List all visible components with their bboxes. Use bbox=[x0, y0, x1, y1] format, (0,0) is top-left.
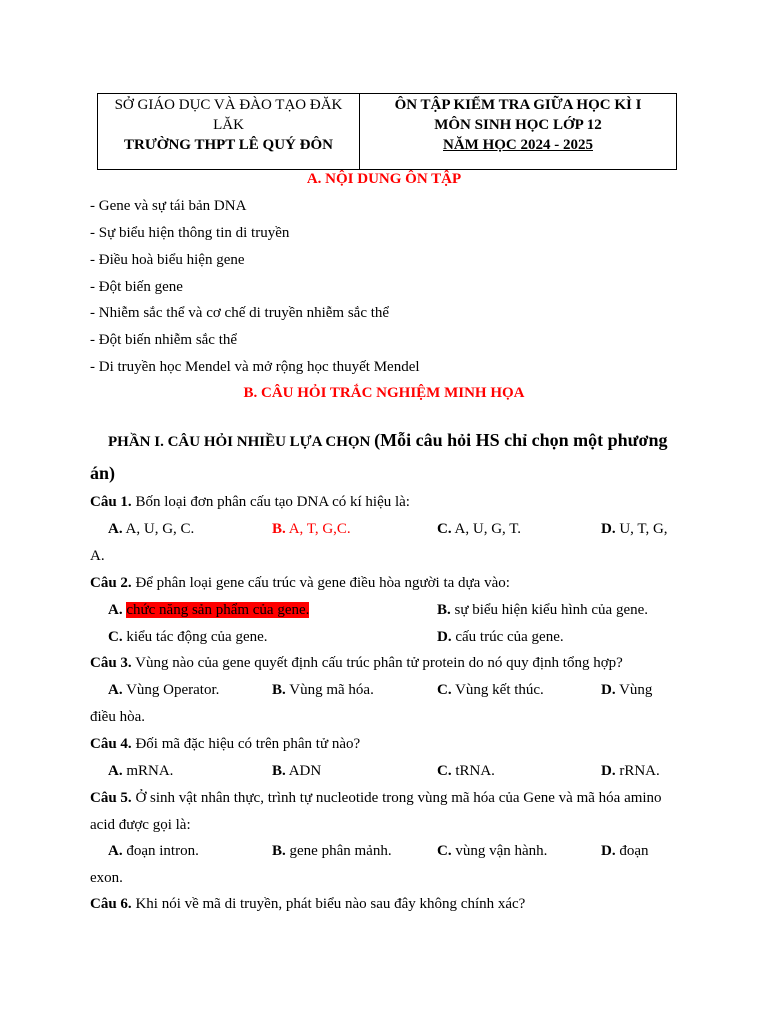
question-label: Câu 3. bbox=[90, 655, 132, 671]
q4-option-d: D. rRNA. bbox=[601, 763, 660, 779]
school-year: NĂM HỌC 2024 - 2025 bbox=[443, 137, 593, 153]
q1-option-a: A. A, U, G, C. bbox=[108, 521, 195, 537]
q4-option-a: A. mRNA. bbox=[108, 763, 174, 779]
part1-note-cont: án) bbox=[90, 463, 116, 483]
part1-title: PHẦN I. CÂU HỎI NHIỀU LỰA CHỌN bbox=[108, 434, 371, 450]
topic-item: - Gene và sự tái bản DNA bbox=[90, 198, 247, 214]
q3-option-c: C. Vùng kết thúc. bbox=[437, 682, 544, 698]
question-6 bbox=[90, 896, 525, 913]
highlighted-answer: chức năng sản phẩm của gene. bbox=[126, 602, 310, 618]
question-5 bbox=[90, 790, 662, 807]
question-label: Câu 4. bbox=[90, 736, 132, 752]
topic-item: - Di truyền học Mendel và mở rộng học thuyết Mendel bbox=[90, 359, 420, 375]
q5-option-d-wrap: exon. bbox=[90, 870, 123, 886]
header-table bbox=[97, 93, 677, 170]
q4-option-c: C. tRNA. bbox=[437, 763, 495, 779]
section-b-title: B. CÂU HỎI TRẮC NGHIỆM MINH HỌA bbox=[243, 385, 525, 401]
q3-option-b: B. Vùng mã hóa. bbox=[272, 682, 374, 698]
department-name: SỞ GIÁO DỤC VÀ ĐÀO TẠO ĐĂK bbox=[114, 97, 343, 113]
topic-item: - Đột biến gene bbox=[90, 279, 183, 295]
q5-option-a: A. đoạn intron. bbox=[108, 843, 199, 859]
q4-option-b: B. ADN bbox=[272, 763, 322, 779]
question-label: Câu 2. bbox=[90, 575, 132, 591]
part1-note: (Mỗi câu hỏi HS chỉ chọn một phương bbox=[374, 430, 668, 450]
question-4 bbox=[90, 736, 360, 753]
topic-item: - Đột biến nhiễm sắc thể bbox=[90, 332, 238, 348]
q1-option-b: B. A, T, G,C. bbox=[272, 521, 351, 537]
q1-option-c: C. A, U, G, T. bbox=[437, 521, 522, 537]
q1-option-d: D. U, T, G, bbox=[601, 521, 668, 537]
question-2 bbox=[90, 575, 510, 592]
question-text: Bốn loại đơn phân cấu tạo DNA có kí hiệu là: bbox=[135, 494, 410, 510]
q3-option-a: A. Vùng Operator. bbox=[108, 682, 220, 698]
exam-title: ÔN TẬP KIỂM TRA GIỮA HỌC KÌ I bbox=[394, 97, 642, 113]
question-text: Ở sinh vật nhân thực, trình tự nucleotide trong vùng mã hóa của Gene và mã hóa amino bbox=[135, 790, 662, 806]
school-name: TRƯỜNG THPT LÊ QUÝ ĐÔN bbox=[124, 137, 333, 153]
question-text: Vùng nào của gene quyết định cấu trúc phân tử protein do nó quy định tổng hợp? bbox=[135, 655, 623, 671]
question-label: Câu 1. bbox=[90, 494, 132, 510]
department-name-cont: LĂK bbox=[213, 117, 244, 133]
question-5-cont: acid được gọi là: bbox=[90, 817, 191, 833]
q2-option-d: D. cấu trúc của gene. bbox=[437, 629, 564, 645]
part1-heading bbox=[108, 430, 667, 451]
question-label: Câu 5. bbox=[90, 790, 132, 806]
header-left-cell bbox=[98, 94, 360, 169]
topic-item: - Nhiễm sắc thể và cơ chế di truyền nhiễm sắc thể bbox=[90, 305, 390, 321]
q5-option-b: B. gene phân mảnh. bbox=[272, 843, 392, 859]
question-3 bbox=[90, 655, 623, 672]
q5-option-c: C. vùng vận hành. bbox=[437, 843, 548, 859]
header-right-cell bbox=[360, 94, 676, 169]
subject-title: MÔN SINH HỌC LỚP 12 bbox=[434, 117, 602, 133]
question-text: Để phân loại gene cấu trúc và gene điều hòa người ta dựa vào: bbox=[135, 575, 510, 591]
q2-option-c: C. kiểu tác động của gene. bbox=[108, 629, 268, 645]
q3-option-d: D. Vùng bbox=[601, 682, 653, 698]
question-1 bbox=[90, 494, 410, 511]
topic-item: - Sự biểu hiện thông tin di truyền bbox=[90, 225, 290, 241]
q5-option-d: D. đoạn bbox=[601, 843, 649, 859]
q3-option-d-wrap: điều hòa. bbox=[90, 709, 145, 725]
topic-item: - Điều hoà biểu hiện gene bbox=[90, 252, 245, 268]
q2-option-b: B. sự biểu hiện kiểu hình của gene. bbox=[437, 602, 649, 618]
question-label: Câu 6. bbox=[90, 896, 132, 912]
q2-option-a: A. chức năng sản phẩm của gene. bbox=[108, 602, 310, 618]
question-text: Khi nói về mã di truyền, phát biểu nào sau đây không chính xác? bbox=[135, 896, 526, 912]
question-text: Đối mã đặc hiệu có trên phân tử nào? bbox=[135, 736, 361, 752]
q1-option-d-wrap: A. bbox=[90, 548, 105, 564]
section-a-title: A. NỘI DUNG ÔN TẬP bbox=[306, 171, 462, 187]
